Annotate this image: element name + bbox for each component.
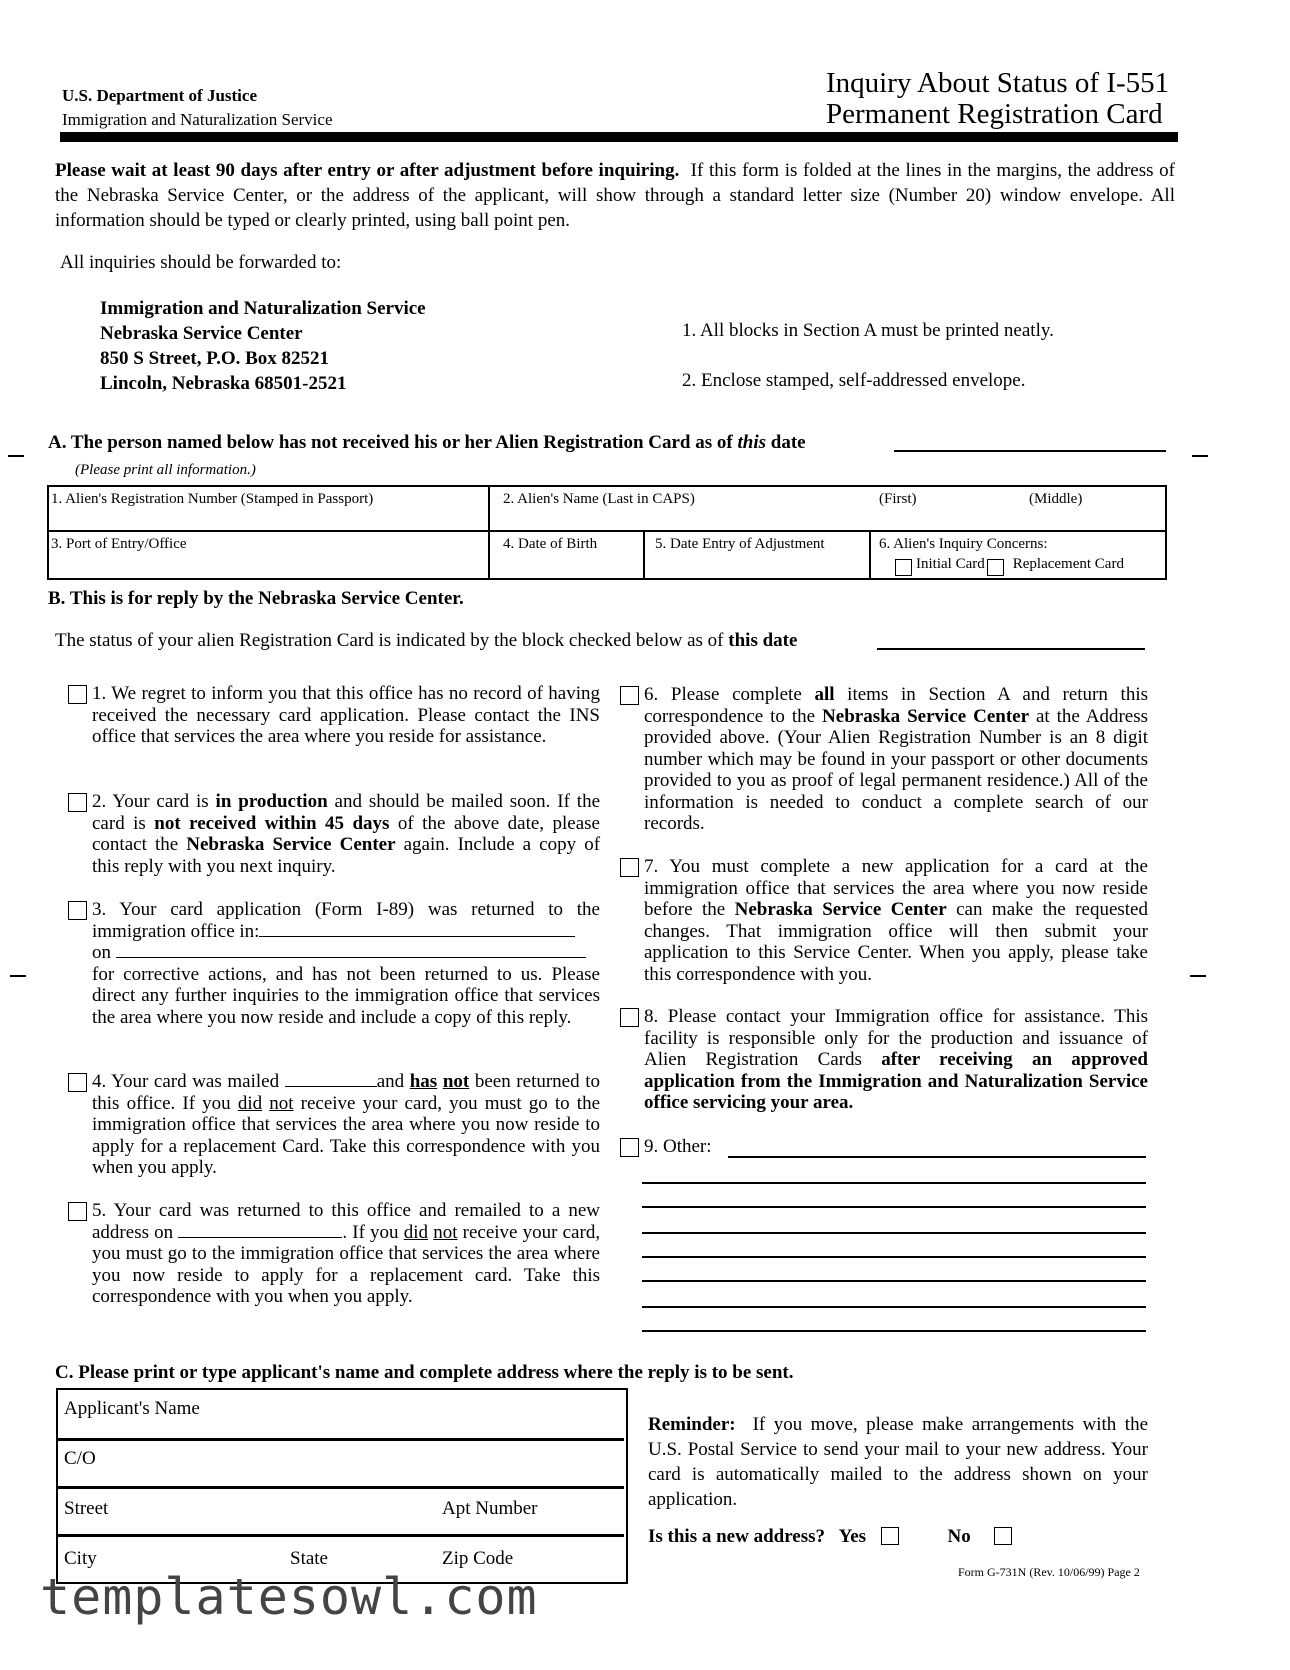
new-address-question: [648, 1526, 1012, 1548]
item-8-text-a: 8. Please contact your Immigration office for assistance. This facility is responsible only for the production and issuance of Alien Registration Cards: [644, 1006, 1148, 1070]
intro-paragraph: [55, 158, 1175, 233]
item-6-text-c: at the Address provided above. (Your Alien Registration Number is an 8 digit number which may be found in your passport or other documents provided to you as proof of legal permanent residence.) All of the information is needed to conduct a complete search of our records.: [644, 705, 1149, 834]
replacement-card-label: Replacement Card: [1012, 556, 1124, 572]
address-divider: [58, 1486, 624, 1489]
fold-mark: [1192, 455, 1208, 457]
item-3-text-b: for corrective actions, and has not been returned to us. Please direct any further inquiries to the immigration office that services the area where you now reside and include a copy of this reply.: [92, 963, 600, 1028]
grid-row-divider: [49, 530, 1165, 532]
address-line2: Nebraska Service Center: [100, 323, 303, 344]
item-2-text-c: and should be mailed soon. If the card is: [92, 791, 601, 834]
item-4-text-a: 4. Your card was mailed: [92, 1071, 280, 1092]
item-5-checkbox[interactable]: [68, 1202, 87, 1221]
item-3-office-line[interactable]: [259, 922, 575, 937]
item-1-text: 1. We regret to inform you that this office has no record of having received the necessary card application. Please contact the INS office that services the area where you reside for assistance.: [92, 683, 600, 747]
agency-subname: Immigration and Naturalization Service: [62, 110, 333, 129]
city-field[interactable]: City: [64, 1548, 97, 1569]
section-a-grid: [47, 485, 1167, 580]
form-title-line2: Permanent Registration Card: [826, 98, 1163, 130]
item-4-not2: not: [269, 1092, 294, 1114]
grid-col-divider: [869, 530, 871, 578]
item-8-text-b: after receiving an approved application from the Immigration and Naturalization Service office servicing your area.: [644, 1049, 1148, 1113]
section-a-heading-post: date: [770, 432, 806, 453]
other-line[interactable]: [642, 1330, 1146, 1332]
item-5-not: not: [433, 1221, 458, 1243]
form-number: Form G-731N (Rev. 10/06/99) Page 2: [958, 1565, 1140, 1579]
alien-name-field[interactable]: 2. Alien's Name (Last in CAPS): [503, 491, 695, 507]
item-9-checkbox[interactable]: [620, 1138, 639, 1157]
item-7-nsc: Nebraska Service Center: [734, 899, 947, 920]
section-a-heading-em: this: [737, 432, 766, 453]
status-item-2: [92, 791, 600, 877]
item-4-date-line[interactable]: [285, 1072, 377, 1087]
item-6-nsc: Nebraska Service Center: [822, 705, 1030, 727]
item-4-has: has: [409, 1071, 438, 1092]
section-a-note: (Please print all information.): [75, 462, 256, 478]
fold-mark: [8, 455, 24, 457]
other-line[interactable]: [642, 1306, 1146, 1308]
item-4-checkbox[interactable]: [68, 1073, 87, 1092]
item-5-text-c: receive your card, you must go to the immigration office that services the area where you now reside to apply for a replacement card. Take this correspondence with you when you apply.: [92, 1221, 601, 1307]
status-item-4: [92, 1071, 600, 1179]
status-item-9: [644, 1136, 1148, 1158]
yes-label: Yes: [838, 1526, 867, 1547]
inquiry-options: [895, 553, 1124, 576]
item-3-text-a: 3. Your card application (Form I-89) was returned to the immigration office in:: [92, 899, 600, 942]
item-8-checkbox[interactable]: [620, 1008, 639, 1027]
other-line[interactable]: [642, 1206, 1146, 1208]
item-6-text-a: 6. Please complete: [644, 684, 802, 705]
initial-card-label: Initial Card: [916, 556, 985, 572]
fold-mark: [1190, 975, 1206, 977]
item-9-label: 9. Other:: [644, 1136, 712, 1157]
item-4-rest: receive your card, you must go to the immigration office that services the area where you now reside to apply for a replacement Card. Take this correspondence with you when you apply.: [92, 1092, 601, 1178]
section-b-heading: B. This is for reply by the Nebraska Service Center.: [48, 588, 464, 609]
item-4-did: did: [237, 1092, 263, 1114]
status-item-8: [644, 1006, 1148, 1114]
watermark-text: templatesowl.com: [40, 1568, 538, 1626]
item-3-date-line[interactable]: [116, 943, 586, 958]
reminder-bold: Reminder:: [648, 1414, 736, 1435]
fold-mark: [10, 975, 26, 977]
item-2-text-e: of the above date, please contact the: [92, 812, 600, 855]
mailing-address: [100, 296, 426, 396]
instruction-2: 2. Enclose stamped, self-addressed envelope.: [682, 370, 1026, 391]
reminder-note: [648, 1412, 1148, 1512]
other-line[interactable]: [642, 1256, 1146, 1258]
item-1-checkbox[interactable]: [68, 685, 87, 704]
zip-code-field[interactable]: Zip Code: [442, 1548, 514, 1569]
other-line[interactable]: [728, 1156, 1146, 1158]
form-title: [826, 68, 1169, 130]
status-line-text: [55, 630, 797, 652]
form-title-line1: Inquiry About Status of I-551: [826, 67, 1170, 99]
inquiry-concerns-label: 6. Alien's Inquiry Concerns:: [879, 536, 1048, 552]
section-c-heading: C. Please print or type applicant's name and complete address where the reply is to be sent.: [55, 1362, 794, 1383]
item-7-text-a: 7. You must complete a new application for a card at the immigration office that services the area where you now reside before the: [644, 856, 1148, 920]
date-of-birth-field[interactable]: 4. Date of Birth: [503, 536, 598, 552]
intro-text: If this form is folded at the lines in the margins, the address of the Nebraska Service Center, or the address of the applicant, will show through a standard letter size (Number 20) window envelope. All information should be typed or clearly printed, using ball point pen.: [55, 160, 1175, 231]
initial-card-checkbox[interactable]: [895, 559, 912, 576]
status-item-1: [92, 683, 600, 748]
alien-name-first-label: (First): [879, 491, 917, 507]
status-item-3: [92, 899, 600, 1028]
item-3-checkbox[interactable]: [68, 901, 87, 920]
status-bold: this date: [728, 630, 798, 651]
item-4-and: and: [376, 1071, 405, 1092]
address-divider: [58, 1534, 624, 1537]
item-2-bold-b: in production: [215, 791, 328, 812]
address-line1: Immigration and Naturalization Service: [100, 298, 426, 319]
applicant-name-field[interactable]: Applicant's Name: [64, 1398, 200, 1419]
status-pre: The status of your alien Registration Card is indicated by the block checked below as of: [55, 630, 724, 651]
new-address-label: Is this a new address?: [648, 1526, 826, 1547]
item-2-text-a: 2. Your card is: [92, 791, 209, 812]
header-divider: [60, 132, 1178, 142]
item-7-text-b: can make the requested changes. That immigration office will then submit your application to this Service Center. When you apply, please take this correspondence with you.: [644, 899, 1148, 985]
section-a-heading: [48, 432, 806, 454]
status-item-5: [92, 1200, 600, 1308]
item-6-all: all: [814, 684, 835, 705]
address-line3: 850 S Street, P.O. Box 82521: [100, 348, 330, 369]
grid-col-divider: [488, 487, 490, 578]
street-field[interactable]: Street: [64, 1498, 109, 1519]
port-of-entry-field[interactable]: 3. Port of Entry/Office: [51, 536, 187, 552]
other-line[interactable]: [642, 1182, 1146, 1184]
alien-registration-number-field[interactable]: 1. Alien's Registration Number (Stamped in Passport): [51, 491, 374, 507]
forward-label: All inquiries should be forwarded to:: [60, 252, 342, 273]
item-2-text-g: again. Include a copy of this reply with you next inquiry.: [92, 834, 601, 877]
replacement-card-checkbox[interactable]: [987, 559, 1004, 576]
item-4-been: been returned to this office. If you: [92, 1071, 600, 1114]
apt-number-field[interactable]: Apt Number: [442, 1498, 538, 1519]
item-2-bold-f: Nebraska Service Center: [186, 834, 396, 855]
item-5-text-b: . If you: [342, 1221, 399, 1243]
item-7-checkbox[interactable]: [620, 858, 639, 877]
item-4-not: not: [442, 1071, 470, 1092]
status-date-line[interactable]: [877, 648, 1145, 650]
status-item-7: [644, 856, 1148, 985]
alien-name-middle-label: (Middle): [1029, 491, 1083, 507]
item-2-checkbox[interactable]: [68, 793, 87, 812]
agency-name: U.S. Department of Justice: [62, 86, 257, 105]
reminder-text: If you move, please make arrangements with the U.S. Postal Service to send your mail to your new address. Your card is automatically mailed to the address shown on your application.: [648, 1414, 1149, 1510]
section-a-heading-pre: A. The person named below has not received his or her Alien Registration Card as of: [48, 432, 733, 453]
item-3-on: on: [92, 942, 111, 963]
item-2-bold-d: not received within 45 days: [154, 812, 390, 834]
state-field[interactable]: State: [290, 1548, 328, 1569]
instruction-1: 1. All blocks in Section A must be printed neatly.: [682, 320, 1054, 341]
co-field[interactable]: C/O: [64, 1448, 96, 1469]
item-6-checkbox[interactable]: [620, 686, 639, 705]
no-label: No: [947, 1526, 971, 1547]
section-a-date-line[interactable]: [894, 450, 1166, 452]
no-checkbox[interactable]: [994, 1527, 1012, 1545]
intro-bold-lead: Please wait at least 90 days after entry or after adjustment before inquiring.: [55, 160, 680, 181]
other-line[interactable]: [642, 1232, 1146, 1234]
date-entry-adjustment-field[interactable]: 5. Date Entry of Adjustment: [655, 536, 825, 552]
address-divider: [58, 1438, 624, 1441]
yes-checkbox[interactable]: [881, 1527, 899, 1545]
address-line4: Lincoln, Nebraska 68501-2521: [100, 373, 347, 394]
grid-col-divider: [643, 530, 645, 578]
status-item-6: [644, 684, 1148, 835]
item-5-text-a: 5. Your card was returned to this office and remailed to a new address on: [92, 1200, 600, 1243]
item-5-date-line[interactable]: [178, 1223, 342, 1238]
item-5-did: did: [403, 1221, 429, 1243]
item-6-text-b: items in Section A and return this correspondence to the: [644, 684, 1148, 727]
other-line[interactable]: [642, 1280, 1146, 1282]
applicant-address-box: [56, 1388, 628, 1584]
